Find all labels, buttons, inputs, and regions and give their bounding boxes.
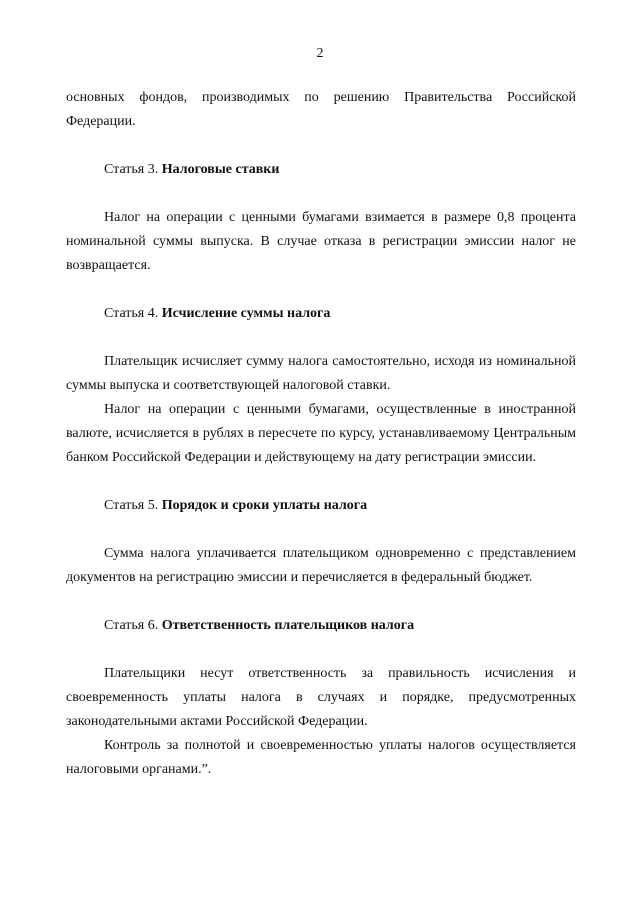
article-4-paragraph-1: Плательщик исчисляет сумму налога самостоятельно, исходя из номинальной суммы выпуска и соответствующей налоговой ставки. [66,354,576,393]
article-3-heading [66,158,576,182]
article-5-prefix: Статья 5. [104,498,159,513]
article-4-paragraph-2: Налог на операции с ценными бумагами, осуществленные в иностранной валюте, исчисляется в рублях в пересчете по курсу, устанавливаемому Центральным банком Российской Федерации и действующему на дату регистрации эмиссии. [66,402,576,465]
article-6-paragraph-2: Контроль за полнотой и своевременностью уплаты налогов осуществляется налоговыми органами.”. [66,738,576,777]
article-5-heading [66,494,576,518]
document-body [66,86,576,782]
article-4-title: Исчисление суммы налога [161,306,331,321]
article-6-paragraph-1: Плательщики несут ответственность за правильность исчисления и своевременность уплаты налога в случаях и порядке, предусмотренных законодательными актами Российской Федерации. [66,666,576,729]
article-3-paragraph-1: Налог на операции с ценными бумагами взимается в размере 0,8 процента номинальной суммы выпуска. В случае отказа в регистрации эмиссии налог не возвращается. [66,210,576,273]
article-5-title: Порядок и сроки уплаты налога [161,498,368,513]
article-3-prefix: Статья 3. [104,162,159,177]
article-5-paragraph-1: Сумма налога уплачивается плательщиком одновременно с представлением документов на регистрацию эмиссии и перечисляется в федеральный бюджет. [66,546,576,585]
article-3-title: Налоговые ставки [161,162,280,177]
article-6-heading [66,614,576,638]
intro-paragraph: основных фондов, производимых по решению Правительства Российской Федерации. [66,90,576,129]
article-6-prefix: Статья 6. [104,618,159,633]
page-number: 2 [316,46,324,61]
article-4-prefix: Статья 4. [104,306,159,321]
article-6-title: Ответственность плательщиков налога [161,618,415,633]
article-4-heading [66,302,576,326]
